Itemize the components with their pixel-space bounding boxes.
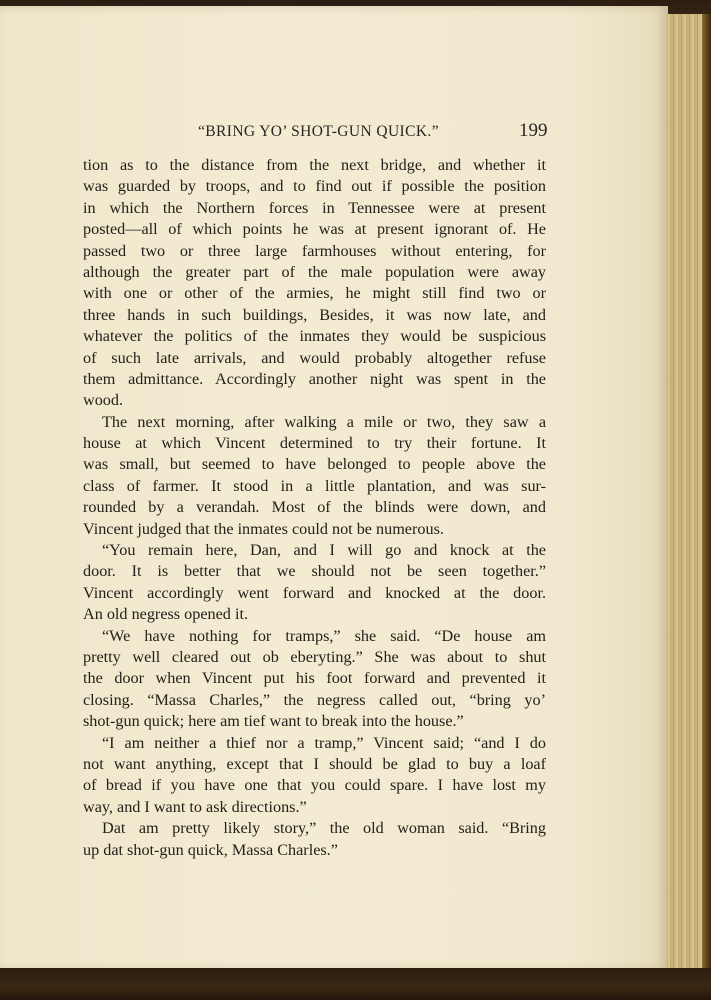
running-title: “BRING YO’ SHOT-GUN QUICK.” <box>198 123 439 140</box>
page-edges-shadow <box>702 14 711 972</box>
text-line: “I am neither a thief nor a tramp,” Vincent said; “and I do <box>102 733 546 752</box>
text-line: pretty well cleared out ob eberyting.” She was about to shut <box>83 647 546 666</box>
text-line: wood. <box>83 391 124 410</box>
text-line: Vincent accordingly went forward and knocked at the door. <box>83 583 546 602</box>
text-line: was small, but seemed to have belonged to people above the <box>83 455 546 474</box>
text-line: although the greater part of the male population were away <box>83 262 546 281</box>
text-line: rounded by a verandah. Most of the blinds were down, and <box>83 498 546 517</box>
text-line: the door when Vincent put his foot forward and prevented it <box>83 669 546 688</box>
text-line: was guarded by troops, and to find out if possible the position <box>83 177 546 196</box>
page-number: 199 <box>519 120 548 141</box>
text-line: An old negress opened it. <box>83 605 248 624</box>
text-line: way, and I want to ask directions.” <box>83 797 307 816</box>
text-line: up dat shot-gun quick, Massa Charles.” <box>83 840 338 859</box>
text-line: door. It is better that we should not be seen together.” <box>83 562 546 581</box>
text-line: not want anything, except that I should be glad to buy a loaf <box>83 754 546 773</box>
text-line: them admittance. Accordingly another night was spent in the <box>83 369 546 388</box>
text-line: Dat am pretty likely story,” the old woman said. “Bring <box>102 819 546 838</box>
text-line: Vincent judged that the inmates could not be numerous. <box>83 519 444 538</box>
text-line: passed two or three large farmhouses without entering, for <box>83 241 546 260</box>
scan-bottom-edge <box>0 968 711 1000</box>
text-line: The next morning, after walking a mile or two, they saw a <box>102 412 546 431</box>
text-line: shot-gun quick; here am tief want to break into the house.” <box>83 712 464 731</box>
text-line: closing. “Massa Charles,” the negress called out, “bring yo’ <box>83 690 546 709</box>
text-line: in which the Northern forces in Tennessee were at present <box>83 198 546 217</box>
running-head <box>0 119 668 145</box>
text-line: posted—all of which points he was at present ignorant of. He <box>83 220 546 239</box>
text-line: tion as to the distance from the next bridge, and whether it <box>83 156 546 174</box>
text-line: three hands in such buildings, Besides, it was now late, and <box>83 305 546 324</box>
body-text <box>83 155 546 861</box>
text-line: class of farmer. It stood in a little plantation, and was sur- <box>83 476 546 495</box>
book-page <box>0 6 668 970</box>
text-line: “You remain here, Dan, and I will go and knock at the <box>102 541 546 560</box>
text-line: whatever the politics of the inmates they would be suspicious <box>83 327 546 346</box>
text-line: house at which Vincent determined to try their fortune. It <box>83 434 546 453</box>
text-line: with one or other of the armies, he might still find two or <box>83 284 546 303</box>
text-line: of bread if you have one that you could spare. I have lost my <box>83 776 546 795</box>
text-line: “We have nothing for tramps,” she said. “De house am <box>102 626 546 645</box>
text-line: of such late arrivals, and would probably altogether refuse <box>83 348 546 367</box>
